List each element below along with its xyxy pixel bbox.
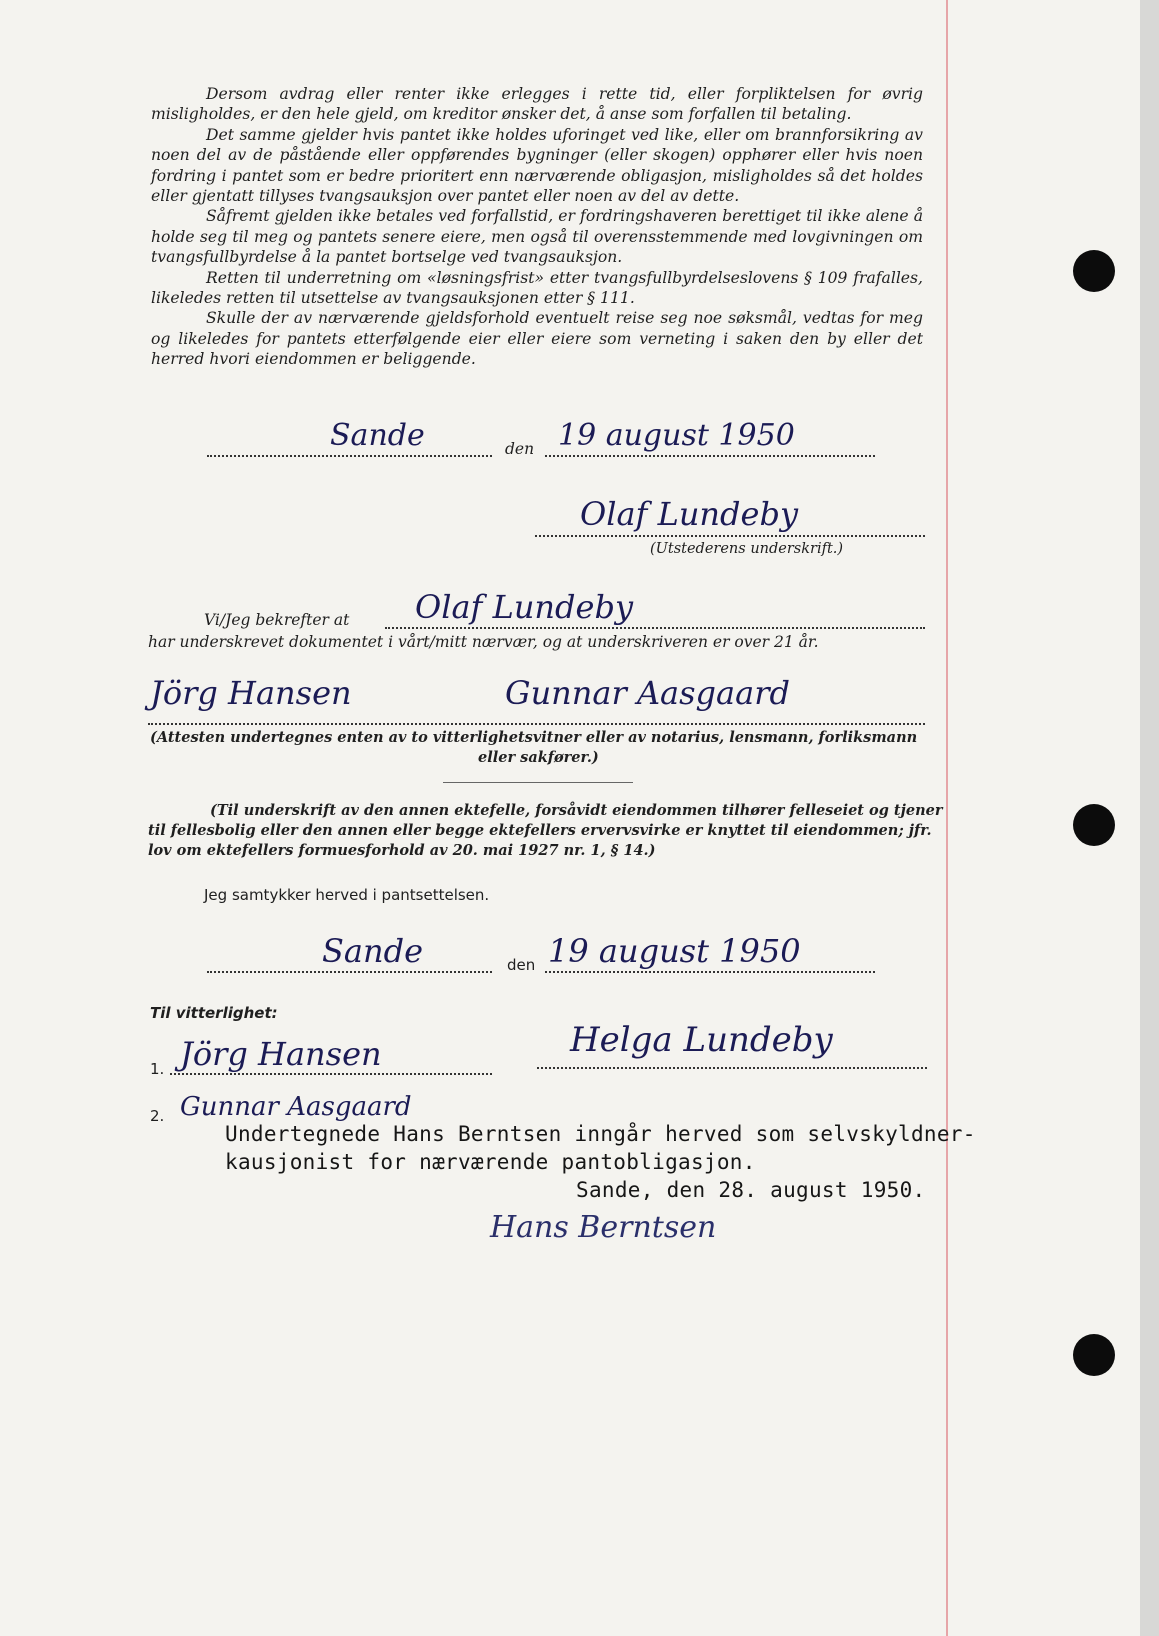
place-handwriting: Sande bbox=[322, 932, 424, 970]
margin-rule bbox=[946, 0, 948, 1636]
witness-line bbox=[170, 1073, 492, 1075]
punch-hole bbox=[1073, 250, 1115, 292]
witness-2-signature: Gunnar Aasgaard bbox=[505, 674, 790, 712]
punch-hole bbox=[1073, 1334, 1115, 1376]
witness-section-label: Til vitterlighet: bbox=[150, 1004, 278, 1022]
spouse-note: lov om ektefellers formuesforhold av 20. mai 1927 nr. 1, § 14.) bbox=[148, 842, 656, 859]
place-line bbox=[207, 455, 492, 457]
confirm-line bbox=[385, 627, 925, 629]
typed-line: kausjonist for nærværende pantobligasjon. bbox=[225, 1150, 756, 1174]
witness-1-signature: Jörg Hansen bbox=[180, 1035, 382, 1073]
paragraph: Det samme gjelder hvis pantet ikke holdes uforinget ved like, eller om brannforsikring av noen del av de påstående eller oppførendes bygninger (eller skogen) opphører eller hvis noen fordring i pantet som er bedre prioritert enn nærværende obligasjon, misligholdes så det holdes eller gjentatt tillyses tvangsauksjon over pantet eller noen av del av dette. bbox=[151, 125, 923, 206]
punch-hole bbox=[1073, 804, 1115, 846]
confirm-prefix: Vi/Jeg bekrefter at bbox=[204, 611, 350, 629]
spouse-signature-line bbox=[537, 1067, 927, 1069]
date-handwriting: 19 august 1950 bbox=[548, 932, 801, 970]
signature-line bbox=[535, 535, 925, 537]
date-line bbox=[545, 455, 875, 457]
issuer-signature: Olaf Lundeby bbox=[580, 495, 799, 533]
paragraph: Såfremt gjelden ikke betales ved forfallstid, er fordringshaveren berettiget til ikke alene å holde seg til meg og pantets senere eiere, men også til overensstemmende med lovgivningen om tvangsfullbyrdelse å la pantet bortselge ved tvangsauksjon. bbox=[151, 207, 923, 267]
paragraph: Dersom avdrag eller renter ikke erlegges i rette tid, eller forpliktelsen for øvrig misligholdes, er den hele gjeld, om kreditor ønsker det, å anse som forfallen til betaling. bbox=[151, 85, 923, 124]
attest-note: eller sakfører.) bbox=[478, 749, 599, 766]
witness-1-signature: Jörg Hansen bbox=[150, 674, 352, 712]
witness-number: 1. bbox=[150, 1060, 165, 1078]
den-label: den bbox=[505, 440, 535, 458]
paragraph: Skulle der av nærværende gjeldsforhold eventuelt reise seg noe søksmål, vedtas for meg og likeledes for pantets etterfølgende eier eller eiere som verneting i saken den by eller det herred hvori eiendommen er beliggende. bbox=[151, 309, 923, 369]
place-line bbox=[207, 971, 492, 973]
witness-2-signature: Gunnar Aasgaard bbox=[180, 1092, 412, 1122]
spouse-note: til fellesbolig eller den annen eller begge ektefellers ervervsvirke er knyttet til eiendommen; jfr. bbox=[148, 822, 932, 839]
issuer-caption: (Utstederens underskrift.) bbox=[650, 541, 844, 557]
witness-line bbox=[148, 723, 925, 725]
witness-number: 2. bbox=[150, 1107, 165, 1125]
place-handwriting: Sande bbox=[330, 418, 425, 453]
confirm-name: Olaf Lundeby bbox=[415, 588, 634, 626]
date-line bbox=[545, 971, 875, 973]
date-handwriting: 19 august 1950 bbox=[558, 418, 795, 453]
divider bbox=[443, 782, 633, 783]
consent-text: Jeg samtykker herved i pantsettelsen. bbox=[204, 886, 490, 904]
typed-line: Sande, den 28. august 1950. bbox=[576, 1178, 926, 1202]
spouse-signature: Helga Lundeby bbox=[570, 1020, 833, 1060]
attest-note: (Attesten undertegnes enten av to vitterlighetsvitner eller av notarius, lensmann, forliksmann bbox=[150, 729, 918, 746]
confirm-text: har underskrevet dokumentet i vårt/mitt nærvær, og at underskriveren er over 21 år. bbox=[148, 633, 819, 651]
den-label: den bbox=[507, 956, 536, 974]
typed-line: Undertegnede Hans Berntsen inngår herved som selvskyldner- bbox=[225, 1122, 976, 1146]
paragraph: Retten til underretning om «løsningsfrist» etter tvangsfullbyrdelseslovens § 109 frafalles, likeledes retten til utsettelse av tvangsauksjonen etter § 111. bbox=[151, 268, 923, 308]
spouse-note: (Til underskrift av den annen ektefelle, forsåvidt eiendommen tilhører felleseiet og tjener bbox=[210, 802, 943, 819]
terms-text bbox=[151, 84, 923, 370]
guarantor-signature: Hans Berntsen bbox=[490, 1210, 717, 1245]
